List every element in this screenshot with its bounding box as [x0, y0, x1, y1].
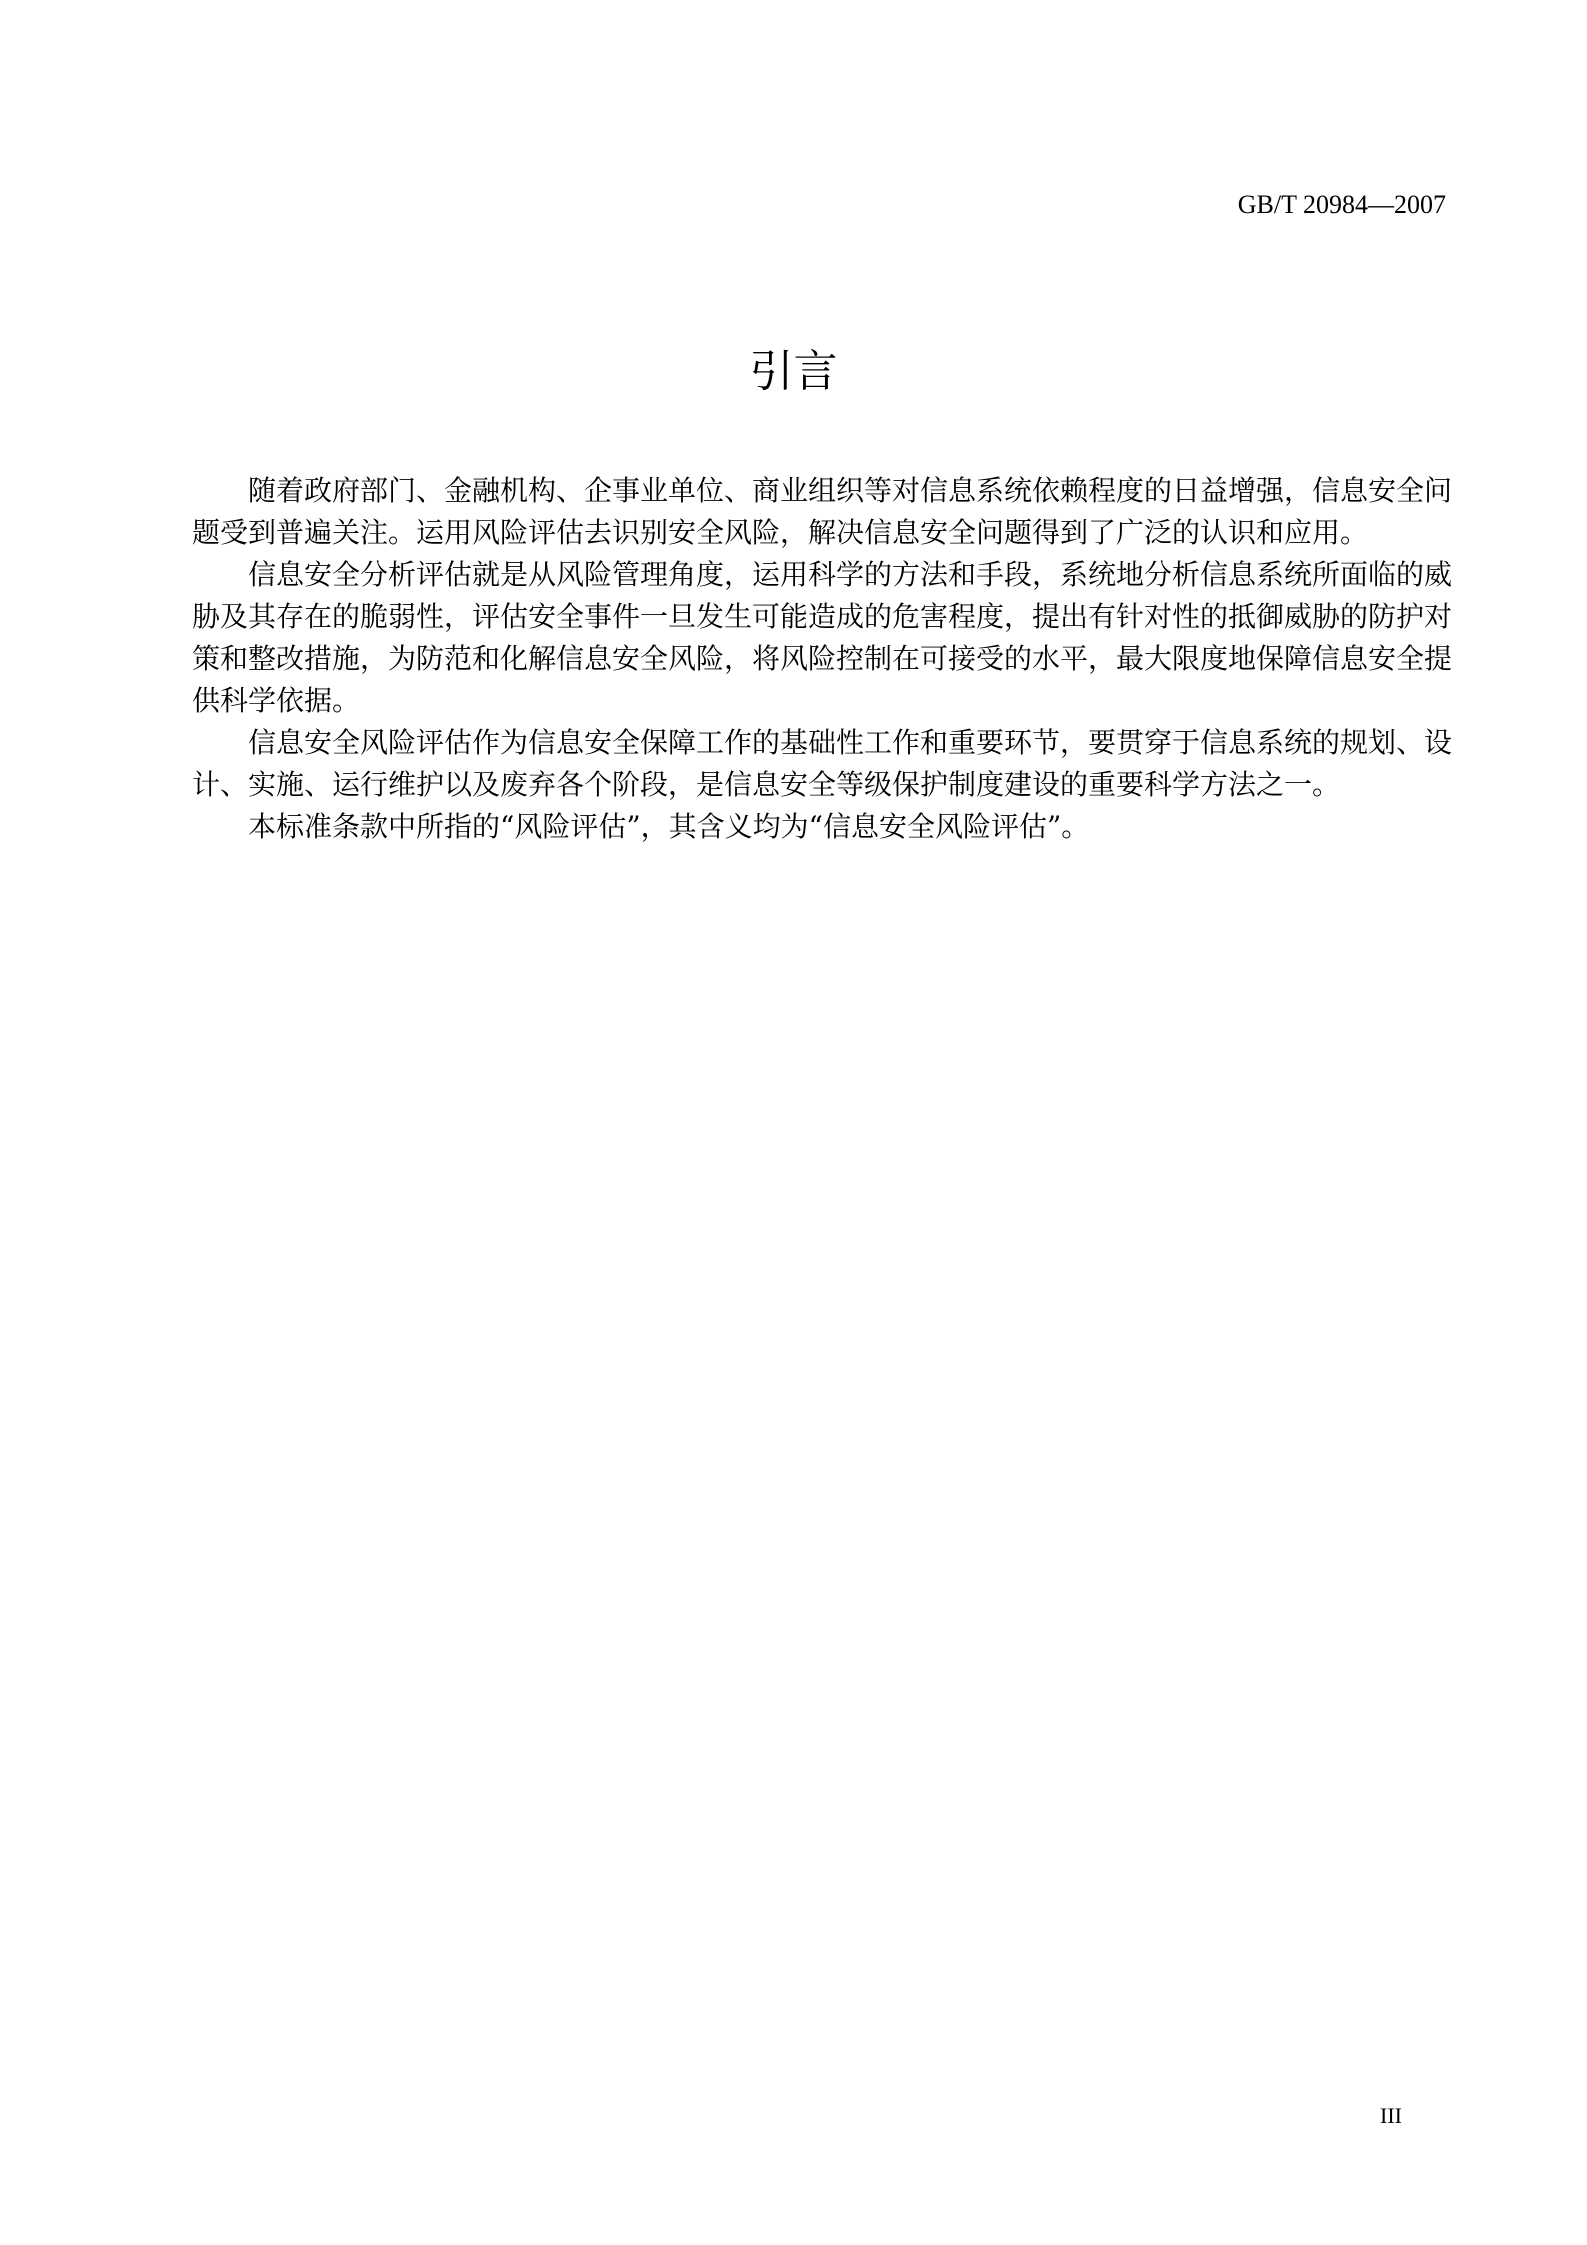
text-line: 供科学依据。 — [192, 684, 361, 717]
text-line: 本标准条款中所指的“风险评估”，其含义均为“信息安全风险评估”。 — [248, 810, 1090, 843]
text-line: 信息安全风险评估作为信息安全保障工作的基础性工作和重要环节，要贯穿于信息系统的规划、设 — [248, 726, 1453, 759]
page-number: III — [1380, 2103, 1402, 2128]
text-line: 题受到普遍关注。运用风险评估去识别安全风险，解决信息安全问题得到了广泛的认识和应用。 — [192, 516, 1369, 549]
text-line: 计、实施、运行维护以及废弃各个阶段，是信息安全等级保护制度建设的重要科学方法之一。 — [192, 768, 1341, 801]
paragraph — [192, 806, 1446, 848]
text-line: 胁及其存在的脆弱性，评估安全事件一旦发生可能造成的危害程度，提出有针对性的抵御威胁的防护对 — [192, 600, 1453, 633]
paragraph — [192, 470, 1453, 554]
standard-number: GB/T 20984—2007 — [1237, 190, 1446, 219]
text-line: 策和整改措施，为防范和化解信息安全风险，将风险控制在可接受的水平，最大限度地保障信息安全提 — [192, 642, 1453, 675]
page-title: 引言 — [749, 346, 838, 397]
document-body — [192, 470, 1453, 848]
paragraph — [192, 722, 1453, 806]
text-line: 信息安全分析评估就是从风险管理角度，运用科学的方法和手段，系统地分析信息系统所面临的威 — [248, 558, 1453, 591]
paragraph — [192, 554, 1453, 722]
text-line: 随着政府部门、金融机构、企事业单位、商业组织等对信息系统依赖程度的日益增强，信息安全问 — [248, 474, 1453, 507]
